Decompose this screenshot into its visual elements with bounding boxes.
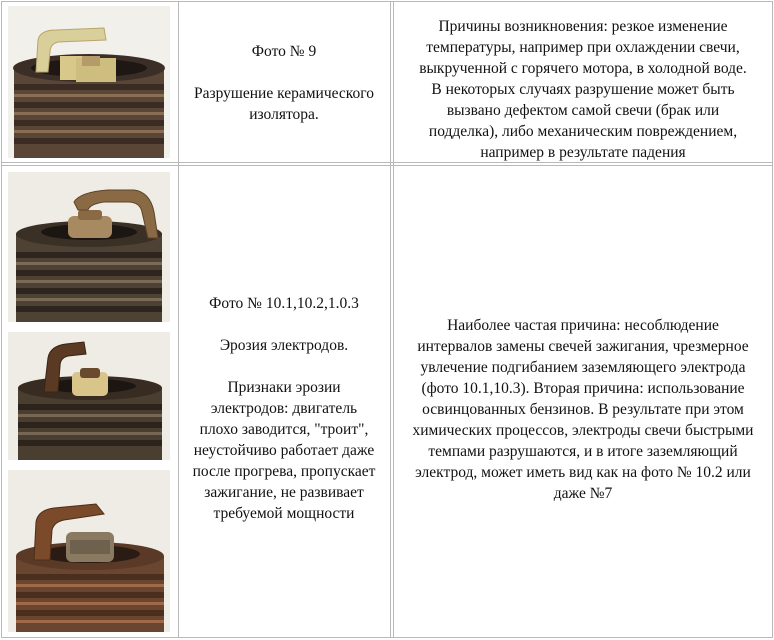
photo-9-caption: Фото № 9 Разрушение керамического изолятора. (194, 43, 374, 123)
spark-plug-photo-10-2 (8, 332, 170, 460)
photo-10-cause: Наиболее частая причина: несоблюдение интервалов замены свечей зажигания, чрезмерное увлечение подгибанием заземляющего электрода (фото 10.1,10.3). Вторая причина: использование освинцованных бензинов. В результате при этом химических процессов, электроды свечи быстрыми темпами разрушаются, и в итоге заземляющий электрод, может иметь вид как на фото № 10.2 или даже №7 (412, 317, 754, 502)
spark-plug-photo-10-3 (8, 470, 170, 632)
table-col-divider (178, 1, 179, 638)
photo-10-caption: Фото № 10.1,10.2,1.0.3 Эрозия электродов. Признаки эрозии электродов: двигатель плохо заводится, "троит", неустойчиво работает даже после прогрева, пропускает зажигание, не развивает требуемой мощности (192, 295, 376, 522)
spark-plug-photo-9 (8, 6, 170, 158)
table-col-divider (390, 1, 391, 638)
table-row-divider (1, 165, 773, 166)
table-border-bottom (1, 637, 773, 638)
spark-plug-photo-10-1 (8, 172, 170, 322)
table-col-divider (393, 1, 394, 638)
table-border-right (772, 1, 773, 638)
table-border-top (1, 1, 773, 2)
photo-9-cause: Причины возникновения: резкое изменение температуры, например при охлаждении свечи, выкрученной с горячего мотора, в холодной воде. В некоторых случаях разрушение может быть вызвано дефектом самой свечи (брак или подделка), либо механическим повреждением, например в результате падения (419, 18, 747, 161)
table-border-left (1, 1, 2, 638)
